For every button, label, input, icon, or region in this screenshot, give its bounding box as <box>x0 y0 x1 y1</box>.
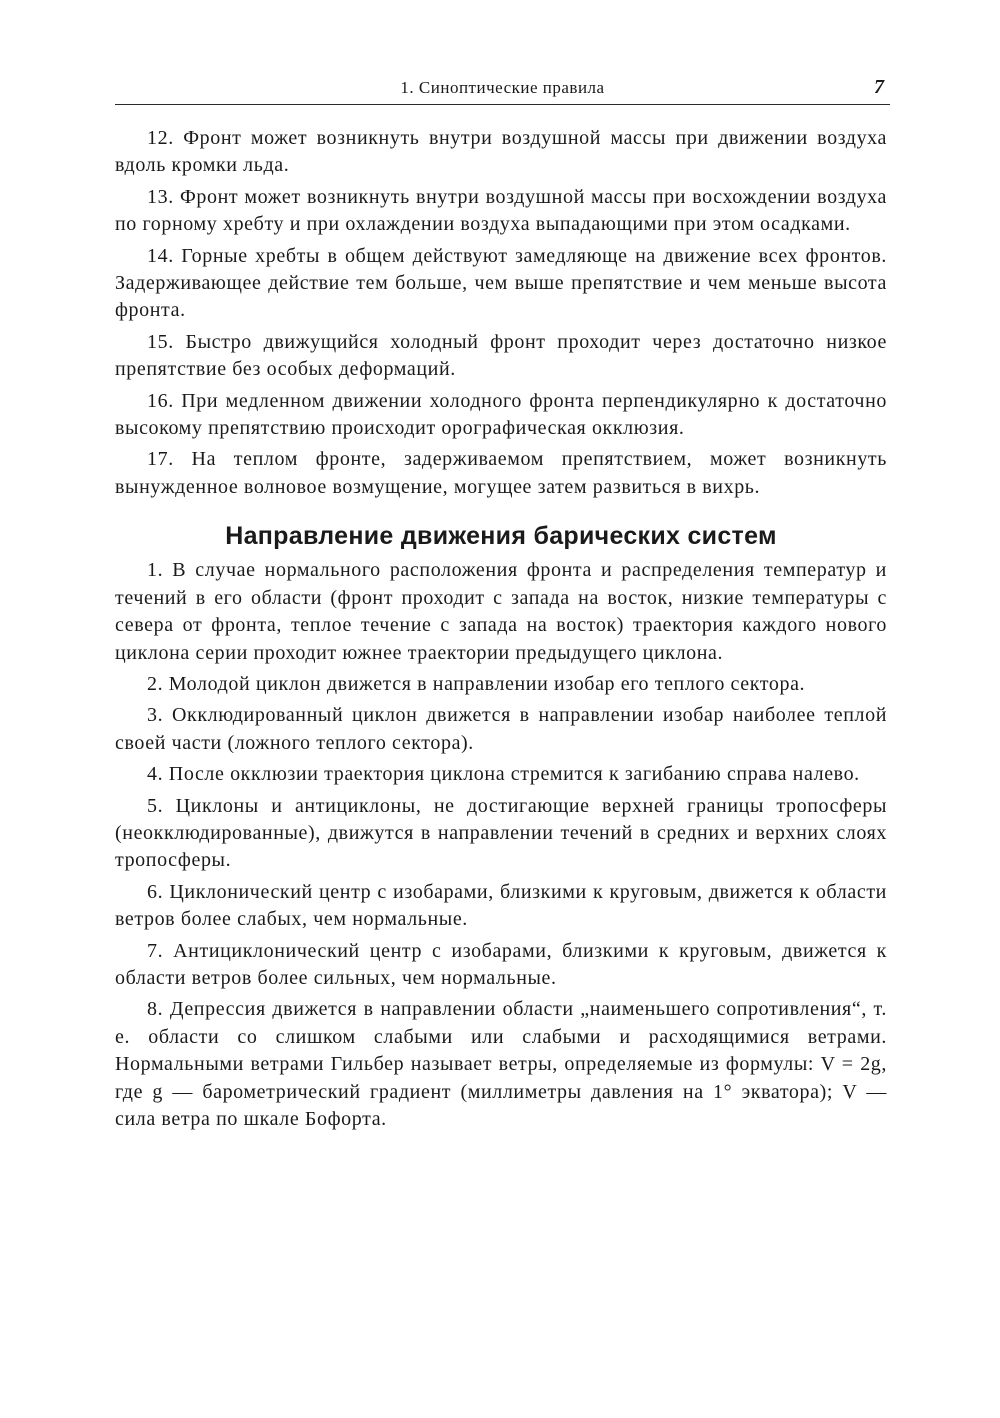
rule-paragraph: 7. Антициклонический центр с изобарами, близкими к круговым, движется к области ветров более сильных, чем нормальные. <box>115 939 887 989</box>
rule-paragraph: 15. Быстро движущийся холодный фронт проходит через достаточно низкое препятствие без особых деформаций. <box>115 330 887 381</box>
page-number: 7 <box>874 76 884 98</box>
section-heading: Направление движения барических систем <box>225 522 777 551</box>
page-body <box>115 125 887 1137</box>
rule-paragraph: 4. После окклюзии траектория циклона стремится к загибанию справа налево. <box>147 763 860 786</box>
running-title: 1. Синоптические правила <box>400 78 605 97</box>
rule-paragraph: 12. Фронт может возникнуть внутри воздушной массы при движении воздуха вдоль кромки льда. <box>115 127 887 177</box>
rule-paragraph: 16. При медленном движении холодного фронта перпендикулярно к достаточно высокому препятствию происходит орографическая окклюзия. <box>115 389 887 440</box>
rule-paragraph: 6. Циклонический центр с изобарами, близкими к круговым, движется к области ветров более слабых, чем нормальные. <box>115 880 887 931</box>
running-header <box>115 76 890 105</box>
rule-paragraph: 14. Горные хребты в общем действуют замедляюще на движение всех фронтов. Задерживающее действие тем больше, чем выше препятствие и чем меньше высота фронта. <box>115 244 887 322</box>
rule-paragraph: 13. Фронт может возникнуть внутри воздушной массы при восхождении воздуха по горному хребту и при охлаждении воздуха выпадающими при этом осадками. <box>115 185 887 236</box>
rule-paragraph: 1. В случае нормального расположения фронта и распределения температур и течений в его области (фронт проходит с запада на восток, низкие температуры с севера от фронта, теплое течение с запада на восток) траектория каждого нового циклона серии проходит южнее траектории предыдущего циклона. <box>115 559 887 664</box>
rule-paragraph: 3. Окклюдированный циклон движется в направлении изобар наиболее теплой своей части (ложного теплого сектора). <box>115 704 887 754</box>
rule-paragraph: 17. На теплом фронте, задерживаемом препятствием, может возникнуть вынужденное волновое возмущение, могущее затем развиться в вихрь. <box>115 448 887 498</box>
rule-paragraph: 2. Молодой циклон движется в направлении изобар его теплого сектора. <box>147 672 806 695</box>
rule-paragraph: 5. Циклоны и антициклоны, не достигающие верхней границы тропосферы (неокклюдированные), движутся в направлении течений в средних и верхних слоях тропосферы. <box>115 794 887 872</box>
rule-paragraph: 8. Депрессия движется в направлении области „наименьшего сопротивления“, т. е. области со слишком слабыми или слабыми и расходящимися ветрами. Нормальными ветрами Гильбер называет ветры, определяемые из формулы: V = 2g, где g — барометрический градиент (миллиметры давления на 1° экватора); V — сила ветра по шкале Бофорта. <box>115 998 887 1130</box>
